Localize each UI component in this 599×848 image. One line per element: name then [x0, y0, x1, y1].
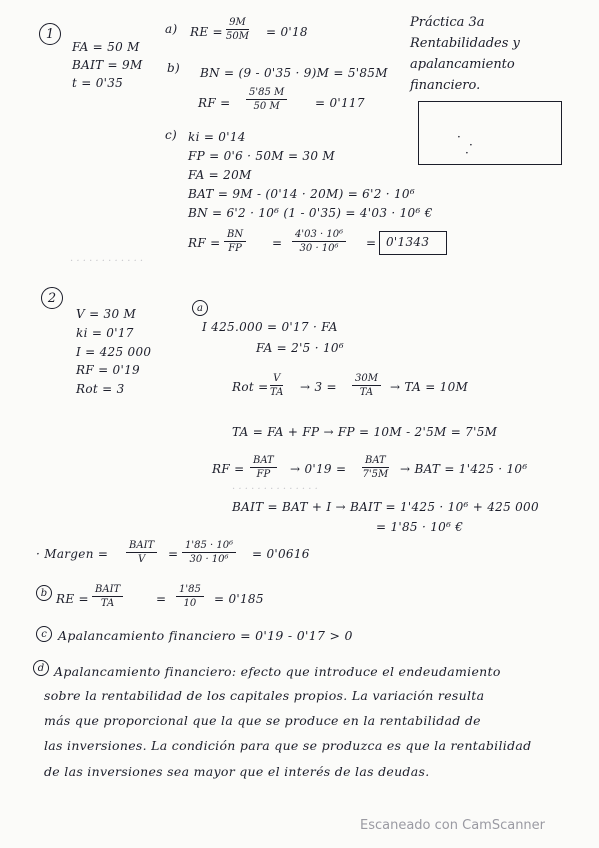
rot-denominator: TA: [270, 387, 284, 398]
rf-c-eq: =: [272, 236, 283, 250]
given-fa: FA = 50 M: [72, 40, 140, 54]
interest-line: I 425.000 = 0'17 · FA: [202, 320, 338, 334]
camscanner-watermark: Escaneado con CamScanner: [360, 818, 546, 833]
re2-numerator-2: 1'85: [176, 584, 204, 597]
title-line-1: Práctica 3a: [410, 15, 485, 30]
given-v: V = 30 M: [76, 307, 137, 321]
part-d-circle: d: [33, 660, 49, 676]
definition-line-5: de las inversiones sea mayor que el interés de las deudas.: [44, 764, 430, 779]
rf2-lhs: RF =: [212, 462, 245, 476]
rot-fraction-2: [352, 373, 381, 398]
ta-line: TA = FA + FP → FP = 10M - 2'5M = 7'5M: [232, 425, 498, 439]
rf-c-num-1: BN: [224, 229, 246, 242]
re2-eq: =: [156, 592, 167, 606]
part-b-circle: b: [36, 585, 52, 601]
rf-c-lhs: RF =: [188, 236, 221, 250]
blank-answer-box: [418, 101, 562, 165]
bait-line: BAIT = BAT + I → BAIT = 1'425 · 10⁶ + 425 000: [232, 500, 539, 514]
rf2-numerator-2: BAT: [362, 455, 389, 468]
re2-lhs: RE =: [56, 592, 89, 606]
fa-line: FA = 2'5 · 10⁶: [256, 341, 344, 355]
rf-c-den-2: 30 · 10⁶: [299, 243, 339, 254]
reverse-side-show-through: · · · · · · · · · · · · · ·: [232, 484, 318, 495]
rf2-mid: → 0'19 =: [290, 462, 347, 476]
rf2-denominator-2: 7'5M: [362, 469, 389, 480]
re2-denominator: TA: [100, 598, 115, 609]
rf-denominator: 50 M: [253, 101, 280, 112]
c-line-1: ki = 0'14: [188, 130, 246, 144]
c-line-5: BN = 6'2 · 10⁶ (1 - 0'35) = 4'03 · 10⁶ €: [188, 206, 433, 220]
re-result: = 0'18: [266, 25, 308, 39]
re-numerator: 9M: [226, 17, 249, 30]
re2-result: = 0'185: [214, 592, 264, 606]
rf-result: = 0'117: [315, 96, 365, 110]
rot-mid: → 3 =: [300, 380, 337, 394]
title-line-3: apalancamiento: [410, 57, 515, 72]
re2-fraction-2: [176, 584, 204, 609]
rf-c-fraction-1: [224, 229, 246, 254]
rot-result: → TA = 10M: [390, 380, 469, 394]
reverse-side-show-through: · · · · · · · · · · · ·: [70, 256, 144, 267]
margen-denominator-2: 30 · 10⁶: [189, 554, 229, 565]
given-i: I = 425 000: [76, 345, 152, 359]
rot-numerator-2: 30M: [352, 373, 381, 386]
rf-numerator: 5'85 M: [246, 87, 287, 100]
margen-eq: =: [168, 547, 179, 561]
given-ki: ki = 0'17: [76, 326, 134, 340]
part-c-circle: c: [36, 626, 52, 642]
re2-fraction: [92, 584, 123, 609]
rot-numerator: V: [270, 373, 283, 386]
given-rot: Rot = 3: [76, 382, 125, 396]
margen-numerator-2: 1'85 · 10⁶: [182, 540, 236, 553]
box-dot: ·: [457, 130, 461, 144]
rot-lhs: Rot =: [232, 380, 269, 394]
definition-line-4: las inversiones. La condición para que se produzca es que la rentabilidad: [44, 738, 532, 753]
re2-numerator: BAIT: [92, 584, 123, 597]
definition-line-1: Apalancamiento financiero: efecto que introduce el endeudamiento: [54, 664, 501, 679]
rf-c-fraction-2: [292, 229, 346, 254]
rf-lhs: RF =: [198, 96, 231, 110]
rf-fraction: [246, 87, 287, 112]
margen-result: = 0'0616: [252, 547, 310, 561]
question-number-2: 2: [41, 287, 63, 309]
part-c-label: c): [165, 128, 178, 142]
definition-line-3: más que proporcional que la que se produce en la rentabilidad de: [44, 713, 481, 728]
margen-lhs: · Margen =: [36, 547, 109, 561]
rf2-fraction: [250, 455, 277, 480]
rf2-fraction-2: [362, 455, 389, 480]
re-fraction: [226, 17, 249, 42]
part-b-label: b): [167, 61, 180, 75]
margen-numerator: BAIT: [126, 540, 157, 553]
bn-line: BN = (9 - 0'35 · 9)M = 5'85M: [200, 66, 388, 80]
rf-c-eq-2: =: [366, 236, 377, 250]
rf-c-num-2: 4'03 · 10⁶: [292, 229, 346, 242]
rot-denominator-2: TA: [359, 387, 374, 398]
rf2-result: → BAT = 1'425 · 10⁶: [400, 462, 528, 476]
apalancamiento-line: Apalancamiento financiero = 0'19 - 0'17 > 0: [58, 628, 353, 643]
rf2-numerator: BAT: [250, 455, 277, 468]
c-line-2: FP = 0'6 · 50M = 30 M: [188, 149, 336, 163]
given-rf: RF = 0'19: [76, 363, 140, 377]
margen-fraction-2: [182, 540, 236, 565]
given-bait: BAIT = 9M: [72, 58, 143, 72]
margen-fraction: [126, 540, 157, 565]
rf-c-result: 0'1343: [386, 235, 430, 249]
c-line-4: BAT = 9M - (0'14 · 20M) = 6'2 · 10⁶: [188, 187, 415, 201]
title-line-2: Rentabilidades y: [410, 36, 520, 51]
part-a-circle: a: [192, 300, 208, 316]
part-a-label: a): [165, 22, 178, 36]
box-dot: ·: [465, 146, 469, 160]
rf2-denominator: FP: [256, 469, 271, 480]
title-line-4: financiero.: [410, 78, 481, 93]
bait-result: = 1'85 · 10⁶ €: [376, 520, 464, 534]
re-denominator: 50M: [226, 31, 249, 42]
definition-line-2: sobre la rentabilidad de los capitales propios. La variación resulta: [44, 688, 485, 703]
box-dot: ·: [469, 138, 473, 152]
rot-fraction: [270, 373, 283, 398]
margen-denominator: V: [137, 554, 146, 565]
title-block: [410, 12, 520, 96]
given-t: t = 0'35: [72, 76, 124, 90]
rf-c-den-1: FP: [228, 243, 242, 254]
c-line-3: FA = 20M: [188, 168, 252, 182]
re2-denominator-2: 10: [183, 598, 197, 609]
rf-c-result-box: [379, 231, 447, 255]
question-number-1: 1: [39, 23, 61, 45]
re-lhs: RE =: [190, 25, 223, 39]
